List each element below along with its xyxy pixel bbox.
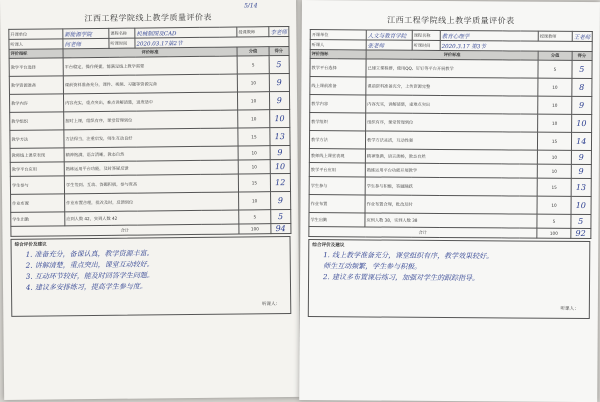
comments-title: 综合评价及建议: [14, 242, 47, 248]
indicator-name: 教学方法: [10, 130, 64, 149]
criteria-text: 作业布置合理，批改及时，反馈到位: [65, 192, 239, 212]
criteria-text: 按时上课，组织有序，课堂管理到位: [64, 110, 238, 130]
weight-value: 10: [538, 78, 572, 96]
criteria-text: 课前资料准备充分，上传资源完整: [366, 77, 538, 96]
criteria-row: [310, 113, 592, 133]
unit-value: 新能源学院: [63, 28, 109, 38]
indicator-name: 教学内容: [310, 95, 366, 113]
weight-value: 10: [238, 160, 270, 174]
indicator-name: 学生出勤: [309, 213, 365, 227]
listener-label: 听课人: [9, 39, 63, 50]
weight-value: 5: [239, 210, 271, 224]
criteria-text: 内容充实，讲解清楚，重难点突出: [366, 95, 538, 114]
comment-line: 师生互动频繁，学生参与积极。: [323, 262, 422, 271]
total-label: 合计: [11, 224, 239, 236]
indicator-name: 教师线上课堂表现: [10, 148, 64, 163]
indicator-name: 教学组织: [10, 112, 64, 131]
teacher-value: 王老师: [572, 31, 592, 41]
criteria-text: 学生签到、互动、答题积极，参与度高: [64, 174, 238, 194]
criteria-header: 评价标准: [63, 47, 237, 58]
score-value: 10: [270, 109, 290, 127]
weight-value: 10: [237, 74, 269, 92]
comment-line: 4. 建议多安排练习，提高学生参与度。: [25, 282, 147, 292]
score-value: 5: [572, 60, 592, 78]
score-value: 10: [572, 114, 592, 132]
score-header: 得分: [572, 51, 592, 60]
score-value: 9: [269, 91, 289, 109]
criteria-text: 作业布置合理，批改及时: [365, 195, 537, 214]
indicator-name: 教学平台应用: [309, 163, 365, 177]
criteria-text: 精神饱满，语言清晰，教态自然: [64, 146, 238, 162]
weight-value: 5: [537, 214, 571, 228]
criteria-row: [310, 59, 592, 79]
unit-label: 开课单位: [310, 30, 366, 40]
indicator-name: 教学资源准备: [9, 76, 63, 95]
criteria-row: [309, 177, 591, 197]
score-value: 10: [270, 159, 290, 173]
evaluation-sheet-left: [0, 0, 300, 400]
teacher-value: 李老师: [269, 26, 289, 36]
handwritten-note: 5/14: [244, 2, 258, 10]
indicator-name: 作业布置: [309, 195, 365, 213]
signer-label: 听课人：: [261, 302, 281, 308]
total-weight: 100: [537, 228, 571, 238]
score-value: 9: [269, 73, 289, 91]
teacher-label: 授课教师: [237, 27, 269, 37]
course-label: 课程名称: [412, 30, 440, 40]
indicator-name: 学生出勤: [11, 212, 65, 227]
indicator-name: 学生参与: [309, 177, 365, 195]
score-value: 5: [271, 209, 291, 223]
score-value: 8: [572, 78, 592, 96]
weight-value: 15: [238, 174, 270, 192]
total-row: [309, 227, 591, 239]
evaluation-sheet-right: [299, 0, 600, 402]
criteria-text: 熟练运用平台功能，及时答疑反馈: [64, 160, 238, 176]
course-value: 机械制图及CAD: [135, 27, 237, 38]
criteria-text: 教学方法灵活，互动性强: [365, 131, 537, 150]
comment-line: 2. 讲解清楚，重点突出，课堂互动较好。: [25, 260, 154, 270]
listener-label: 听课人: [310, 40, 366, 50]
criteria-text: 方法得当，注重启发，师生互动良好: [64, 128, 238, 148]
indicator-name: 教学平台选择: [9, 58, 63, 77]
weight-value: 10: [238, 110, 270, 128]
total-weight: 100: [239, 224, 271, 234]
score-value: 9: [271, 191, 291, 209]
criteria-text: 应到人数 38，实到人数 38: [365, 213, 537, 228]
weight-value: 10: [237, 92, 269, 110]
time-label: 听课时间: [412, 40, 440, 50]
score-value: 14: [571, 132, 591, 150]
comment-line: 2. 建议多布置课后练习，加强对学生的跟踪指导。: [323, 273, 479, 283]
total-row: [11, 223, 291, 236]
criteria-text: 熟练运用平台功能开展教学: [365, 163, 537, 178]
score-value: 13: [270, 127, 290, 145]
criteria-row: [310, 95, 592, 115]
criteria-text: 精神饱满，语言流畅，教态自然: [365, 149, 537, 164]
unit-value: 人文与教育学院: [366, 30, 412, 40]
criteria-text: 平台稳定，操作便捷，能满足线上教学需要: [63, 56, 237, 76]
total-label: 合计: [309, 227, 537, 239]
score-value: 5: [571, 214, 591, 228]
weight-value: 15: [537, 178, 571, 196]
criteria-text: 学生参与积极，答题踊跃: [365, 177, 537, 196]
teacher-label: 授课教师: [538, 31, 572, 41]
indicator-name: 作业布置: [11, 194, 65, 213]
sheet-title: 江西工程学院线上教学质量评价表: [84, 12, 212, 24]
indicator-header: 评价指标: [310, 50, 366, 59]
evaluation-table: [308, 29, 592, 239]
indicator-name: 教师线上课堂表现: [309, 149, 365, 163]
weight-value: 10: [538, 96, 572, 114]
score-value: 5: [269, 55, 289, 73]
score-value: 13: [571, 178, 591, 196]
weight-value: 10: [537, 164, 571, 178]
indicator-name: 教学内容: [9, 94, 63, 113]
indicator-header: 评价指标: [9, 49, 63, 59]
time-value: 2020.03.17第2节: [135, 36, 289, 48]
criteria-row: [309, 195, 591, 215]
comment-line: 1. 线上教学准备充分，课堂组织有序，教学效果较好。: [323, 251, 494, 261]
weight-value: 10: [239, 192, 271, 210]
criteria-text: 已建立课程群，使用QQ、钉钉等平台开展教学: [366, 59, 538, 78]
score-header: 得分: [269, 46, 289, 55]
sheet-title: 江西工程学院线上教学质量评价表: [387, 15, 515, 26]
indicator-name: 学生参与: [10, 176, 64, 195]
signer-label: 听课人：: [560, 306, 579, 312]
weight-value: 10: [238, 146, 270, 160]
weight-value: 15: [238, 128, 270, 146]
criteria-text: 应到人数 42，实到人数 42: [65, 210, 239, 226]
score-value: 9: [270, 145, 290, 159]
indicator-name: 教学组织: [310, 113, 366, 131]
weight-header: 分值: [538, 51, 572, 60]
comments-title: 综合评价及建议: [312, 243, 345, 249]
total-score: 92: [571, 228, 591, 238]
weight-value: 5: [538, 60, 572, 78]
indicator-name: 教学平台选择: [310, 59, 366, 77]
comments-box: [308, 239, 591, 319]
weight-header: 分值: [237, 47, 269, 56]
time-label: 听课时间: [109, 38, 135, 48]
weight-value: 15: [537, 132, 571, 150]
criteria-text: 内容充实，重点突出，难点讲解清楚，进度适中: [63, 92, 237, 112]
indicator-name: 教学方法: [309, 131, 365, 149]
comments-box: [11, 236, 292, 317]
weight-value: 10: [538, 114, 572, 132]
weight-value: 5: [237, 56, 269, 74]
course-label: 课程名称: [109, 28, 135, 38]
criteria-row: [309, 131, 591, 151]
score-value: 12: [270, 173, 290, 191]
criteria-text: 组织有序，课堂管理到位: [366, 113, 538, 132]
listener-value: 何老师: [63, 38, 109, 48]
criteria-row: [310, 77, 592, 97]
course-value: 教育心理学: [440, 30, 538, 41]
score-value: 9: [571, 164, 591, 178]
score-value: 9: [571, 150, 591, 164]
weight-value: 10: [537, 196, 571, 214]
unit-label: 开课单位: [9, 29, 63, 40]
comment-line: 3. 互动环节较好，能及时回答学生问题。: [25, 271, 154, 281]
time-value: 2020.3.17 第3节: [440, 40, 592, 51]
listener-value: 张老师: [366, 40, 412, 50]
score-value: 9: [572, 96, 592, 114]
criteria-header: 评价标准: [366, 50, 538, 60]
evaluation-table: [8, 26, 291, 237]
weight-value: 10: [537, 150, 571, 164]
comment-line: 1. 准备充分，备课认真，教学资源丰富。: [25, 249, 154, 259]
indicator-name: 教学平台应用: [10, 162, 64, 177]
indicator-name: 线上课前准备: [310, 77, 366, 95]
score-value: 10: [571, 196, 591, 214]
total-score: 94: [271, 223, 291, 233]
criteria-text: 课前资料准备充分，课件、视频、习题等资源完备: [63, 74, 237, 94]
